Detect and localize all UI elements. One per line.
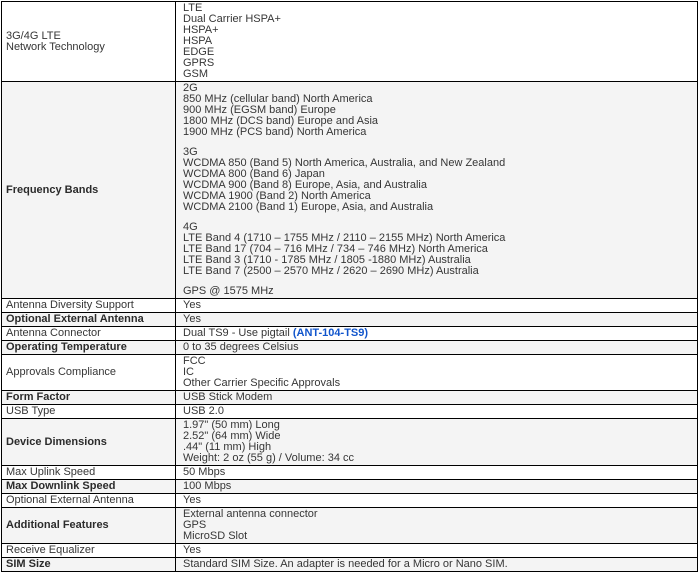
spec-value-additional-features [176,508,698,544]
spec-value-paragraph [183,481,693,492]
spec-value-line: Other Carrier Specific Approvals [183,377,341,389]
spec-value-line: WCDMA 850 (Band 5) North America, Australia, and New Zealand [183,157,506,169]
spec-value-line: .44" (11 mm) High [183,441,272,453]
spec-value-line: WCDMA 2100 (Band 1) Europe, Asia, and Australia [183,201,434,213]
spec-label-optional-external-antenna-2 [2,494,176,508]
spec-label-usb-type [2,405,176,419]
spec-value-line [183,328,693,339]
spec-value-optional-external-antenna-1 [176,313,698,327]
spec-label-line: Form Factor [6,391,71,403]
spec-label-line: Antenna Connector [6,327,101,339]
spec-row-form-factor [2,391,698,405]
spec-value-paragraph [183,286,693,297]
spec-value-paragraph [183,467,693,478]
spec-row-device-dimensions [2,419,698,466]
spec-value-paragraph [183,545,693,556]
spec-value-line: 2G [183,82,198,94]
spec-value-line: 1.97" (50 mm) Long [183,419,280,431]
spec-value-line: Standard SIM Size. An adapter is needed for a Micro or Nano SIM. [183,558,508,570]
spec-row-max-downlink-speed [2,480,698,494]
spec-row-receive-equalizer [2,544,698,558]
spec-value-line: Yes [183,494,201,506]
spec-row-operating-temperature [2,341,698,355]
spec-value-line: 1900 MHz (PCS band) North America [183,126,367,138]
spec-label-line: Antenna Diversity Support [6,299,134,311]
spec-label-optional-external-antenna-1 [2,313,176,327]
spec-value-text: Dual TS9 - Use pigtail [183,327,293,339]
spec-label-operating-temperature [2,341,176,355]
spec-row-approvals-compliance [2,355,698,391]
spec-value-paragraph [183,300,693,311]
spec-value-line: WCDMA 800 (Band 6) Japan [183,168,325,180]
spec-value-line: FCC [183,355,206,367]
spec-label-line: Device Dimensions [6,435,107,448]
spec-label-sim-size [2,558,176,572]
spec-value-antenna-diversity-support [176,299,698,313]
spec-row-sim-size [2,558,698,572]
spec-value-line: HSPA+ [183,24,219,36]
spec-value-paragraph [183,314,693,325]
spec-value-line: 2.52" (64 mm) Wide [183,430,281,442]
spec-value-receive-equalizer [176,544,698,558]
spec-value-approvals-compliance [176,355,698,391]
spec-value-line: GSM [183,68,209,80]
spec-value-line: EDGE [183,46,215,58]
spec-label-line: Frequency Bands [6,183,99,196]
spec-value-optional-external-antenna-2 [176,494,698,508]
spec-label-additional-features [2,508,176,544]
spec-value-line: 100 Mbps [183,480,232,492]
spec-label-line: Max Downlink Speed [6,480,116,492]
spec-value-line: MicroSD Slot [183,530,248,542]
spec-label-antenna-diversity-support [2,299,176,313]
spec-label-receive-equalizer [2,544,176,558]
spec-value-paragraph [183,222,693,277]
spec-value-paragraph [183,147,693,213]
spec-label-line: Approvals Compliance [6,366,117,378]
spec-value-line: LTE [183,2,203,14]
spec-label-line: Optional External Antenna [6,313,144,325]
spec-value-line: Yes [183,299,201,311]
spec-value-line: USB 2.0 [183,405,224,417]
spec-value-line: USB Stick Modem [183,391,273,403]
spec-value-paragraph [183,509,693,542]
spec-value-line: 0 to 35 degrees Celsius [183,341,299,353]
spec-value-line: GPS [183,519,207,531]
ant-104-ts9-link[interactable]: (ANT-104-TS9) [292,327,369,339]
spec-value-line: Weight: 2 oz (55 g) / Volume: 34 cc [183,452,354,464]
spec-label-device-dimensions [2,419,176,466]
spec-value-line: GPS @ 1575 MHz [183,285,274,297]
spec-value-line: Yes [183,544,201,556]
spec-value-max-uplink-speed [176,466,698,480]
spec-value-paragraph [183,406,693,417]
spec-value-line: 50 Mbps [183,466,226,478]
spec-value-max-downlink-speed [176,480,698,494]
spec-label-antenna-connector [2,327,176,341]
spec-row-frequency-bands [2,82,698,299]
spec-value-line: WCDMA 900 (Band 8) Europe, Asia, and Australia [183,179,427,191]
spec-value-paragraph [183,3,693,80]
spec-label-max-downlink-speed [2,480,176,494]
spec-label-line: Max Uplink Speed [6,466,96,478]
spec-value-paragraph [183,420,693,464]
spec-label-line: Network Technology [6,40,105,53]
spec-label-line: 3G/4G LTE [6,29,61,42]
spec-row-network-technology [2,2,698,82]
spec-value-usb-type [176,405,698,419]
spec-value-paragraph [183,392,693,403]
spec-value-form-factor [176,391,698,405]
spec-value-line: LTE Band 7 (2500 – 2570 MHz / 2620 – 2690 MHz) Australia [183,265,479,277]
spec-value-line: HSPA [183,35,213,47]
spec-label-line: USB Type [6,405,56,417]
spec-row-antenna-diversity-support [2,299,698,313]
spec-value-line: IC [183,366,194,378]
spec-value-line: External antenna connector [183,508,318,520]
spec-label-line: Operating Temperature [6,341,127,353]
spec-value-line: Dual Carrier HSPA+ [183,13,281,25]
spec-value-operating-temperature [176,341,698,355]
spec-value-line: WCDMA 1900 (Band 2) North America [183,190,371,202]
spec-row-max-uplink-speed [2,466,698,480]
spec-label-network-technology [2,2,176,82]
spec-label-line: SIM Size [6,558,51,570]
spec-value-antenna-connector [176,327,698,341]
spec-row-additional-features [2,508,698,544]
spec-row-antenna-connector [2,327,698,341]
spec-value-line: LTE Band 17 (704 – 716 MHz / 734 – 746 MHz) North America [183,243,488,255]
spec-value-line: 850 MHz (cellular band) North America [183,93,373,105]
spec-value-line: 1800 MHz (DCS band) Europe and Asia [183,115,379,127]
spec-value-paragraph [183,356,693,389]
spec-value-paragraph [183,559,693,570]
spec-value-sim-size [176,558,698,572]
spec-value-line: 4G [183,221,198,233]
spec-value-paragraph [183,342,693,353]
spec-label-form-factor [2,391,176,405]
spec-value-line: 900 MHz (EGSM band) Europe [183,104,336,116]
spec-value-line: LTE Band 4 (1710 – 1755 MHz / 2110 – 2155 MHz) North America [183,232,506,244]
spec-row-optional-external-antenna-2 [2,494,698,508]
spec-value-line: GPRS [183,57,215,69]
spec-label-line: Additional Features [6,519,109,531]
spec-value-line: 3G [183,146,198,158]
spec-value-frequency-bands [176,82,698,299]
spec-value-paragraph [183,495,693,506]
spec-row-usb-type [2,405,698,419]
spec-label-frequency-bands [2,82,176,299]
spec-value-device-dimensions [176,419,698,466]
spec-label-line: Optional External Antenna [6,494,134,506]
spec-label-line: Receive Equalizer [6,544,95,556]
spec-value-line: LTE Band 3 (1710 - 1785 MHz / 1805 -1880 MHz) Australia [183,254,471,266]
spec-table [1,1,698,572]
spec-row-optional-external-antenna-1 [2,313,698,327]
spec-value-paragraph [183,83,693,138]
spec-label-max-uplink-speed [2,466,176,480]
spec-value-network-technology [176,2,698,82]
spec-value-line: Yes [183,313,201,325]
spec-label-approvals-compliance [2,355,176,391]
